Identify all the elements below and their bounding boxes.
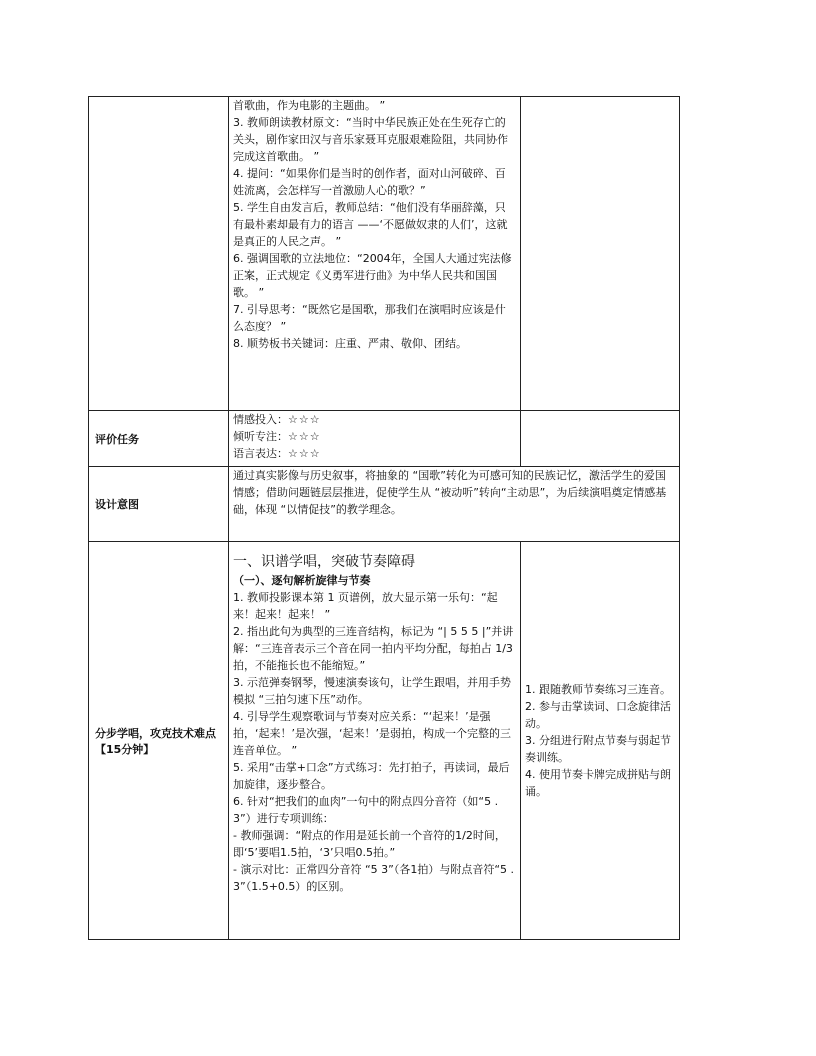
intro-paragraph: 3. 教师朗读教材原文：“当时中华民族正处在生死存亡的关头，剧作家田汉与音乐家聂耳克服艰难险阻，共同协作完成这首歌曲。 ” — [233, 116, 508, 163]
evaluation-item — [233, 428, 516, 445]
evaluation-item-name: 倾听专注： — [233, 430, 288, 443]
intro-label-cell — [89, 97, 229, 411]
student-activity-item: 4. 使用节奏卡牌完成拼贴与朗诵。 — [525, 768, 671, 798]
table-row-intro — [89, 97, 680, 411]
student-activity-item: 2. 参与击掌读词、口念旋律活动。 — [525, 700, 671, 730]
evaluation-empty-cell — [521, 411, 680, 467]
design-intent-text: 通过真实影像与历史叙事，将抽象的 “国歌”转化为可感可知的民族记忆，激活学生的爱国情感；借助问题链层层推进，促使学生从 “被动听”转向“主动思”，为后续演唱奠定情感基础，体现 “以情促技”的教学理念。 — [233, 469, 667, 516]
intro-paragraph: 首歌曲，作为电影的主题曲。 ” — [233, 99, 386, 112]
evaluation-item-name: 语言表达： — [233, 447, 288, 460]
evaluation-label: 评价任务 — [89, 411, 229, 467]
evaluation-item-name: 情感投入： — [233, 413, 288, 426]
evaluation-item — [233, 411, 516, 428]
star-rating-icon: ☆☆☆ — [288, 413, 321, 426]
intro-paragraph: 4. 提问：“如果你们是当时的创作者，面对山河破碎、百姓流离，会怎样写一首激励人心的歌？” — [233, 167, 506, 197]
lesson-plan-table — [88, 96, 680, 940]
intro-paragraph: 5. 学生自由发言后，教师总结：“他们没有华丽辞藻，只有最朴素却最有力的语言 ——‘不愿做奴隶的人们’，这就是真正的人民之声。 ” — [233, 201, 508, 248]
step-paragraph: - 教师强调：“附点的作用是延长前一个音符的1/2时间，即‘5’要唱1.5拍，‘3’只唱0.5拍。” — [233, 829, 506, 859]
evaluation-content-cell — [229, 411, 521, 467]
star-rating-icon: ☆☆☆ — [288, 447, 321, 460]
step-paragraph: 4. 引导学生观察歌词与节奏对应关系：“‘起来！’是强拍，‘起来！’是次强，‘起来！’是弱拍，构成一个完整的三连音单位。 ” — [233, 710, 511, 757]
step-paragraph: 2. 指出此句为典型的三连音结构，标记为 “| 5 5 5 |”并讲解：“三连音表示三个音在同一拍内平均分配，每拍占 1/3 拍，不能拖长也不能缩短。” — [233, 625, 514, 672]
design-label: 设计意图 — [89, 467, 229, 542]
intro-content-cell — [229, 97, 521, 411]
student-activity-item: 1. 跟随教师节奏练习三连音。 — [525, 683, 671, 696]
step-paragraph: 3. 示范弹奏钢琴，慢速演奏该句，让学生跟唱，并用手势模拟 “三拍匀速下压”动作。 — [233, 676, 511, 706]
step-paragraph: - 演示对比：正常四分音符 “5 3”（各1拍）与附点音符“5 . 3”（1.5+0.5）的区别。 — [233, 863, 515, 893]
design-content-cell — [229, 467, 680, 542]
student-activity-item: 3. 分组进行附点节奏与弱起节奏训练。 — [525, 734, 671, 764]
student-activity-cell — [521, 542, 680, 940]
section-subheading: （一）、逐句解析旋律与节奏 — [233, 574, 371, 587]
table-row-step — [89, 542, 680, 940]
star-rating-icon: ☆☆☆ — [288, 430, 321, 443]
intro-paragraph: 6. 强调国歌的立法地位：“2004年，全国人大通过宪法修正案，正式规定《义勇军进行曲》为中华人民共和国国歌。 ” — [233, 252, 512, 299]
step-paragraph: 6. 针对“把我们的血肉”一句中的附点四分音符（如“5 . 3”）进行专项训练： — [233, 795, 499, 825]
evaluation-item — [233, 445, 516, 462]
step-content-cell — [229, 542, 521, 940]
intro-activity-cell — [521, 97, 680, 411]
table-row-design — [89, 467, 680, 542]
table-row-evaluation — [89, 411, 680, 467]
intro-paragraph: 8. 顺势板书关键词：庄重、严肃、敬仰、团结。 — [233, 337, 467, 350]
section-heading: 一、识谱学唱，突破节奏障碍 — [233, 554, 415, 570]
step-paragraph: 5. 采用“击掌+口念”方式练习：先打拍子，再读词，最后加旋律，逐步整合。 — [233, 761, 510, 791]
intro-paragraph: 7. 引导思考：“既然它是国歌，那我们在演唱时应该是什么态度？ ” — [233, 303, 506, 333]
step-paragraph: 1. 教师投影课本第 1 页谱例，放大显示第一乐句：“起来！起来！起来！ ” — [233, 591, 498, 621]
step-label: 分步学唱，攻克技术难点【15分钟】 — [89, 542, 229, 940]
